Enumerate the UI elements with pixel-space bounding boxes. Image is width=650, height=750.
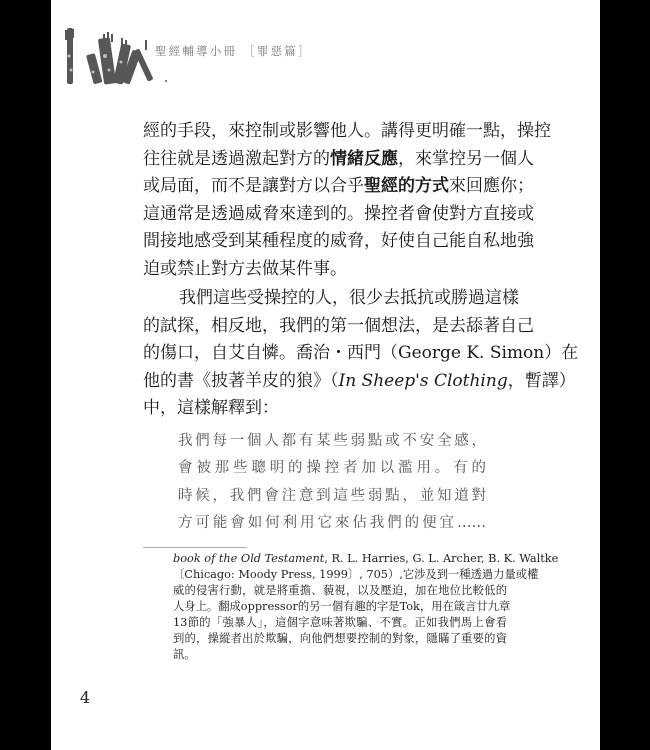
text-line	[143, 340, 579, 368]
book-title-english: In Sheep's Clothing	[338, 370, 508, 391]
text-span: , R. L. Harries, G. L. Archer, B. K. Waltke	[324, 552, 559, 565]
quote-line: 會被那些聰明的操控者加以濫用。有的	[178, 460, 486, 477]
text-span: 經的手段，來控制或影響他人。講得更明確一點，操控	[143, 121, 551, 141]
text-line	[143, 368, 576, 396]
page-header	[51, 0, 600, 100]
text-span: 他的書《披著羊皮的狼》（	[143, 370, 339, 391]
text-span: 來回應你；	[449, 176, 534, 196]
text-span: ，暫譯）	[507, 370, 576, 391]
text-span: 人身上。翻成oppressor的另一個有趣的字是Tok，用在箴言廿九章	[173, 600, 511, 613]
footnote-line	[173, 551, 559, 567]
book-page	[51, 0, 600, 750]
text-span: 迫或禁止對方去做某件事。	[143, 258, 347, 279]
footnote-book-title: book of the Old Testament	[173, 552, 325, 565]
text-span: 到的，操縱者出於欺騙，向他們想要控制的對象，隱瞞了重要的資	[173, 632, 507, 645]
footnote-line	[173, 599, 511, 615]
text-span: 的試探，相反地，我們的第一個想法，是去舔著自己	[143, 315, 534, 336]
footnote	[173, 551, 559, 663]
running-head: 聖經輔導小冊 ［罪惡篇］	[155, 44, 312, 58]
text-line	[143, 395, 507, 423]
paragraph-2	[143, 285, 579, 423]
text-span: 〔Chicago: Moody Press, 1999〕, 705）,它涉及到一種透過力量或權	[173, 568, 539, 581]
text-span: 間接地感受到某種程度的威脅，好使自己能自私地強	[143, 231, 534, 251]
text-line	[143, 201, 534, 229]
footnote-line	[173, 567, 539, 583]
text-span: ，來掌控另一個人	[398, 148, 534, 169]
footnote-separator	[143, 547, 247, 548]
text-span: 威的侵害行動，就是將重擔、藐視，以及壓迫，加在地位比較低的	[173, 584, 507, 597]
text-span: 或局面，而不是讓對方以合乎	[143, 176, 364, 196]
emphasis-emotional-response: 情緒反應	[330, 148, 398, 169]
body-text	[143, 118, 579, 423]
footnote-line	[173, 615, 507, 631]
footnote-line	[173, 631, 507, 647]
text-span: 訊。	[173, 648, 196, 661]
text-line	[143, 285, 519, 313]
text-span: 往往就是透過激起對方的	[143, 148, 330, 169]
paragraph-1	[143, 118, 551, 283]
text-line	[143, 313, 534, 341]
text-line	[143, 118, 551, 146]
footnote-line	[173, 583, 507, 599]
text-span: 我們這些受操控的人，很少去抵抗或勝過這樣	[179, 288, 519, 308]
page-number: 4	[80, 688, 91, 707]
block-quote	[178, 428, 486, 537]
text-line	[143, 146, 534, 174]
emphasis-biblical-way: 聖經的方式	[364, 176, 449, 196]
quote-line: 方可能會如何利用它來佔我們的便宜……	[178, 514, 486, 531]
text-line	[143, 228, 534, 256]
text-span: 13節的「強暴人」，這個字意味著欺騙、不實。正如我們馬上會看	[173, 616, 507, 629]
text-span: 中，這樣解釋到：	[143, 398, 279, 418]
text-span: 這通常是透過威脅來達到的。操控者會使對方直接或	[143, 203, 534, 224]
text-span: 的傷口，自艾自憐。喬治・西門（George K. Simon）在	[143, 343, 579, 363]
quote-line: 時候，我們會注意到這些弱點，並知道對	[178, 487, 486, 504]
quote-line: 我們每一個人都有某些弱點或不安全感，	[178, 433, 486, 449]
footnote-line	[173, 647, 507, 663]
text-line	[143, 256, 507, 284]
text-line	[143, 173, 534, 201]
